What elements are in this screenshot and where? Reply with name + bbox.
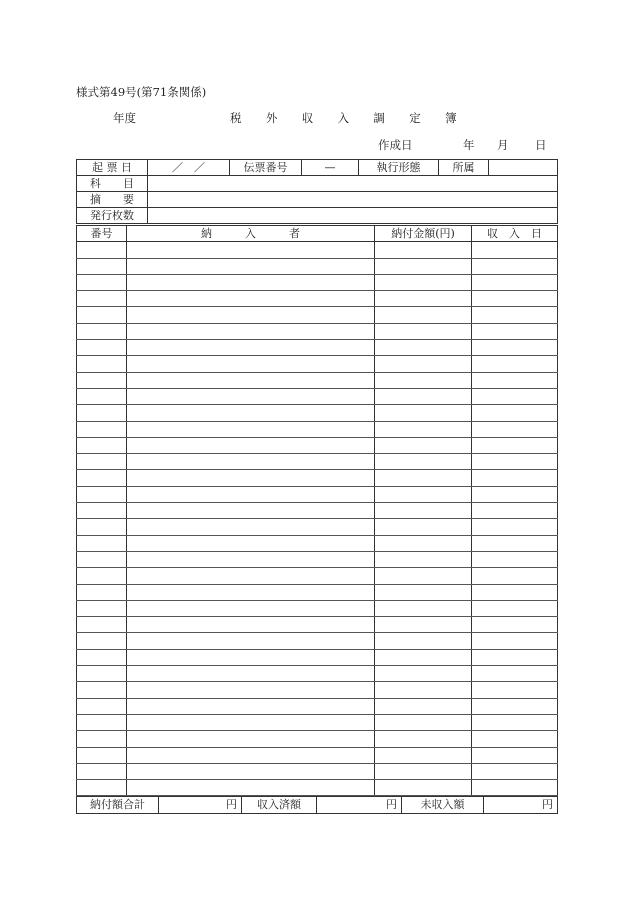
row-received-date-cell[interactable] [472,714,558,730]
row-number-cell[interactable] [77,551,127,567]
row-payer-cell[interactable] [127,763,375,779]
summary-label: 摘 要 [77,192,148,208]
row-number-cell[interactable] [77,731,127,747]
row-number-cell[interactable] [77,437,127,453]
row-payer-cell[interactable] [127,372,375,388]
row-payer-cell[interactable] [127,666,375,682]
issue-date-label: 起 票 日 [77,160,148,176]
row-number-cell[interactable] [77,780,127,796]
paid-total-label: 納付額合計 [77,797,159,814]
department-label: 所属 [439,160,489,176]
row-received-date-cell[interactable] [472,780,558,796]
row-payer-cell[interactable] [127,600,375,616]
row-amount-cell[interactable] [375,747,472,763]
row-received-date-cell[interactable] [472,421,558,437]
row-payer-cell[interactable] [127,242,375,258]
row-amount-cell[interactable] [375,649,472,665]
created-date-label: 作成日 [378,138,413,152]
row-payer-cell[interactable] [127,307,375,323]
row-amount-cell[interactable] [375,421,472,437]
row-amount-cell[interactable] [375,356,472,372]
row-number-cell[interactable] [77,682,127,698]
row-number-cell[interactable] [77,698,127,714]
row-received-date-cell[interactable] [472,388,558,404]
row-number-cell[interactable] [77,763,127,779]
row-amount-cell[interactable] [375,714,472,730]
row-payer-cell[interactable] [127,388,375,404]
row-number-cell[interactable] [77,454,127,470]
row-amount-cell[interactable] [375,731,472,747]
row-received-date-cell[interactable] [472,617,558,633]
row-received-date-cell[interactable] [472,307,558,323]
row-amount-cell[interactable] [375,568,472,584]
table-row [77,242,558,258]
row-amount-cell[interactable] [375,617,472,633]
row-amount-cell[interactable] [375,535,472,551]
row-payer-cell[interactable] [127,617,375,633]
row-number-cell[interactable] [77,714,127,730]
row-number-cell[interactable] [77,470,127,486]
slip-number-label: 伝票番号 [230,160,302,176]
table-row [77,372,558,388]
row-received-date-cell[interactable] [472,747,558,763]
row-amount-cell[interactable] [375,388,472,404]
yen-unit: 円 [542,798,553,811]
row-amount-cell[interactable] [375,763,472,779]
row-number-cell[interactable] [77,258,127,274]
row-amount-cell[interactable] [375,372,472,388]
row-received-date-cell[interactable] [472,731,558,747]
table-row [77,682,558,698]
row-number-cell[interactable] [77,503,127,519]
row-received-date-cell[interactable] [472,356,558,372]
table-row [77,470,558,486]
row-received-date-cell[interactable] [472,568,558,584]
row-received-date-cell[interactable] [472,470,558,486]
row-amount-cell[interactable] [375,666,472,682]
row-number-cell[interactable] [77,388,127,404]
table-row [77,388,558,404]
row-number-cell[interactable] [77,649,127,665]
row-amount-cell[interactable] [375,454,472,470]
row-payer-cell[interactable] [127,274,375,290]
issue-count-field[interactable] [148,208,558,224]
created-day-label: 日 [535,138,547,152]
yen-unit: 円 [226,798,237,811]
row-amount-cell[interactable] [375,698,472,714]
row-amount-cell[interactable] [375,323,472,339]
table-row [77,600,558,616]
created-month-label: 月 [497,138,509,152]
slip-number-field[interactable]: — [302,160,359,176]
table-row [77,535,558,551]
received-amount-label: 収入済額 [242,797,317,814]
row-amount-cell[interactable] [375,503,472,519]
table-row [77,617,558,633]
row-number-cell[interactable] [77,486,127,502]
received-amount-field[interactable] [317,797,402,814]
table-row [77,274,558,290]
row-received-date-cell[interactable] [472,698,558,714]
table-row [77,731,558,747]
row-received-date-cell[interactable] [472,437,558,453]
row-received-date-cell[interactable] [472,486,558,502]
table-row [77,666,558,682]
table-row [77,405,558,421]
row-received-date-cell[interactable] [472,584,558,600]
row-received-date-cell[interactable] [472,405,558,421]
row-received-date-cell[interactable] [472,649,558,665]
row-payer-cell[interactable] [127,649,375,665]
summary-field[interactable] [148,192,558,208]
form-number: 様式第49号(第71条関係) [76,85,207,99]
row-payer-cell[interactable] [127,340,375,356]
row-payer-cell[interactable] [127,551,375,567]
row-amount-cell[interactable] [375,405,472,421]
row-amount-cell[interactable] [375,274,472,290]
row-amount-cell[interactable] [375,584,472,600]
row-number-cell[interactable] [77,747,127,763]
row-payer-cell[interactable] [127,258,375,274]
row-payer-cell[interactable] [127,568,375,584]
row-number-cell[interactable] [77,666,127,682]
created-year-label: 年 [463,138,475,152]
payer-list-table [76,225,558,796]
row-received-date-cell[interactable] [472,503,558,519]
table-row [77,714,558,730]
table-row [77,421,558,437]
row-received-date-cell[interactable] [472,372,558,388]
table-row [77,763,558,779]
row-received-date-cell[interactable] [472,340,558,356]
row-number-cell[interactable] [77,307,127,323]
table-row [77,649,558,665]
row-number-cell[interactable] [77,356,127,372]
row-payer-cell[interactable] [127,454,375,470]
department-field[interactable] [489,160,558,176]
row-payer-cell[interactable] [127,470,375,486]
row-received-date-cell[interactable] [472,323,558,339]
row-amount-cell[interactable] [375,437,472,453]
row-number-cell[interactable] [77,274,127,290]
table-row [77,503,558,519]
row-number-cell[interactable] [77,568,127,584]
row-amount-cell[interactable] [375,307,472,323]
row-amount-cell[interactable] [375,258,472,274]
column-header-number: 番号 [77,226,127,242]
row-number-cell[interactable] [77,617,127,633]
row-amount-cell[interactable] [375,340,472,356]
row-payer-cell[interactable] [127,714,375,730]
row-payer-cell[interactable] [127,323,375,339]
row-payer-cell[interactable] [127,698,375,714]
fiscal-year-label: 年度 [113,111,136,125]
row-received-date-cell[interactable] [472,519,558,535]
row-received-date-cell[interactable] [472,633,558,649]
row-payer-cell[interactable] [127,633,375,649]
execution-type-label: 執行形態 [359,160,439,176]
table-row [77,258,558,274]
row-number-cell[interactable] [77,291,127,307]
row-amount-cell[interactable] [375,600,472,616]
yen-unit: 円 [386,798,397,811]
row-amount-cell[interactable] [375,470,472,486]
row-amount-cell[interactable] [375,291,472,307]
table-row [77,568,558,584]
row-payer-cell[interactable] [127,291,375,307]
row-number-cell[interactable] [77,242,127,258]
table-row [77,291,558,307]
unreceived-amount-field[interactable] [484,797,558,814]
row-payer-cell[interactable] [127,747,375,763]
row-payer-cell[interactable] [127,519,375,535]
paid-total-field[interactable] [159,797,242,814]
issue-count-label: 発行枚数 [77,208,148,224]
row-number-cell[interactable] [77,535,127,551]
row-number-cell[interactable] [77,323,127,339]
row-number-cell[interactable] [77,600,127,616]
table-row [77,323,558,339]
table-row [77,486,558,502]
row-number-cell[interactable] [77,633,127,649]
slip-header-table [76,159,558,224]
row-payer-cell[interactable] [127,356,375,372]
table-row [77,747,558,763]
row-number-cell[interactable] [77,421,127,437]
row-received-date-cell[interactable] [472,454,558,470]
row-amount-cell[interactable] [375,551,472,567]
row-payer-cell[interactable] [127,731,375,747]
column-header-received-date: 収 入 日 [472,226,558,242]
row-number-cell[interactable] [77,584,127,600]
row-amount-cell[interactable] [375,682,472,698]
row-amount-cell[interactable] [375,242,472,258]
row-received-date-cell[interactable] [472,682,558,698]
row-received-date-cell[interactable] [472,600,558,616]
row-amount-cell[interactable] [375,486,472,502]
row-payer-cell[interactable] [127,503,375,519]
table-row [77,307,558,323]
row-amount-cell[interactable] [375,780,472,796]
column-header-payer: 納 入 者 [127,226,375,242]
column-header-amount: 納付金額(円) [375,226,472,242]
row-amount-cell[interactable] [375,633,472,649]
issue-date-field[interactable]: ／ ／ [148,160,230,176]
subject-label: 科 目 [77,176,148,192]
totals-table [76,796,558,814]
row-payer-cell[interactable] [127,584,375,600]
row-number-cell[interactable] [77,372,127,388]
table-row [77,698,558,714]
row-received-date-cell[interactable] [472,666,558,682]
row-received-date-cell[interactable] [472,763,558,779]
row-received-date-cell[interactable] [472,242,558,258]
row-payer-cell[interactable] [127,486,375,502]
table-row [77,519,558,535]
table-row [77,633,558,649]
row-number-cell[interactable] [77,340,127,356]
row-payer-cell[interactable] [127,421,375,437]
row-received-date-cell[interactable] [472,535,558,551]
row-payer-cell[interactable] [127,682,375,698]
unreceived-amount-label: 未収入額 [402,797,484,814]
table-row [77,437,558,453]
row-received-date-cell[interactable] [472,551,558,567]
form-title: 税 外 収 入 調 定 簿 [230,111,467,125]
row-number-cell[interactable] [77,519,127,535]
table-row [77,356,558,372]
row-amount-cell[interactable] [375,519,472,535]
subject-field[interactable] [148,176,558,192]
table-row [77,454,558,470]
table-row [77,780,558,796]
row-payer-cell[interactable] [127,780,375,796]
table-row [77,584,558,600]
row-payer-cell[interactable] [127,405,375,421]
row-payer-cell[interactable] [127,437,375,453]
table-row [77,340,558,356]
row-received-date-cell[interactable] [472,274,558,290]
row-payer-cell[interactable] [127,535,375,551]
row-received-date-cell[interactable] [472,291,558,307]
row-number-cell[interactable] [77,405,127,421]
table-row [77,551,558,567]
row-received-date-cell[interactable] [472,258,558,274]
